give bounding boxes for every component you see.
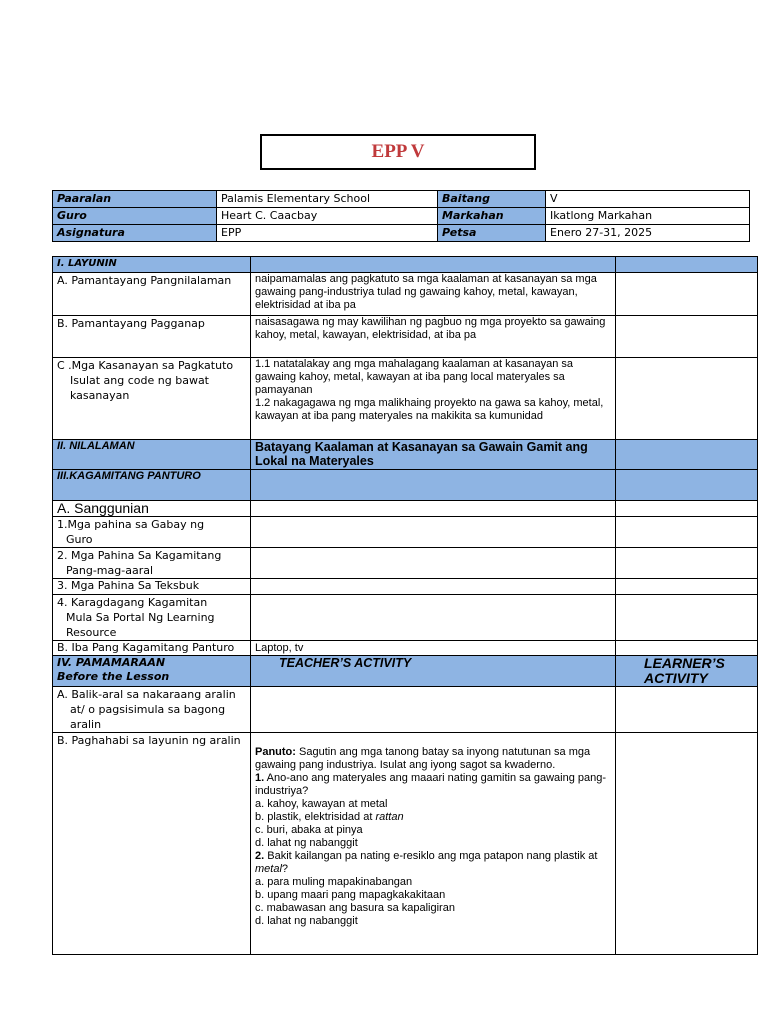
kasanayan-text (251, 358, 616, 440)
blank-cell (616, 517, 758, 548)
table-row (53, 733, 758, 955)
petsa-label: Petsa (438, 225, 546, 242)
blank-cell (251, 501, 616, 517)
kasanayan-item: 1.1 natatalakay ang mga mahalagang kaalaman at kasanayan sa gawaing kahoy, metal, kawayan at iba pang local materyales sa pamayanan (255, 358, 573, 396)
school-info-table (52, 190, 750, 242)
nilalaman-text: Batayang Kaalaman at Kasanayan sa Gawain Gamit ang Lokal na Materyales (251, 440, 616, 470)
pamamaraan-heading (53, 656, 251, 687)
blank-cell (616, 687, 758, 733)
table-row (53, 501, 758, 517)
label-line: Mula Sa Portal Ng Learning (66, 611, 215, 624)
layunin-heading: I. LAYUNIN (53, 257, 251, 273)
label-line: Pang-mag-aaral (66, 564, 154, 577)
title-box (260, 134, 536, 170)
balik-aral-label (53, 687, 251, 733)
kagamitang-mag-aaral-label (53, 548, 251, 579)
before-lesson-label: Before the Lesson (57, 670, 170, 683)
guro-value: Heart C. Caacbay (217, 208, 438, 225)
blank-cell (616, 316, 758, 358)
blank-cell (616, 733, 758, 955)
blank-cell (251, 579, 616, 595)
markahan-label: Markahan (438, 208, 546, 225)
blank-cell (251, 687, 616, 733)
choice (255, 811, 611, 824)
blank-cell (251, 517, 616, 548)
blank-cell (616, 470, 758, 501)
kasanayan-label-line: Isulat ang code ng bawat (70, 374, 209, 387)
choice: a. kahoy, kawayan at metal (255, 798, 388, 810)
baitang-value: V (546, 191, 750, 208)
label-line: aralin (70, 718, 102, 731)
table-row (53, 641, 758, 656)
learner-activity-header: LEARNER’S ACTIVITY (616, 656, 758, 687)
blank-cell (251, 257, 616, 273)
table-row (53, 548, 758, 579)
choice-emphasis: rattan (375, 811, 404, 823)
kagamitan-row (53, 470, 758, 501)
question-number: 1. (255, 772, 265, 784)
blank-cell (616, 548, 758, 579)
pamantayang-pagganap-text: naisasagawa ng may kawilihan ng pagbuo ng mga proyekto sa gawaing kahoy, metal, kawayan, elektrisidad, at iba pa (251, 316, 616, 358)
question-emphasis: metal (255, 863, 282, 875)
blank-cell (616, 273, 758, 316)
markahan-value: Ikatlong Markahan (546, 208, 750, 225)
paghahabi-label: B. Paghahabi sa layunin ng aralin (53, 733, 251, 955)
question-number: 2. (255, 850, 265, 862)
petsa-value: Enero 27-31, 2025 (546, 225, 750, 242)
table-row (53, 316, 758, 358)
iba-pang-kagamitan-label: B. Iba Pang Kagamitang Panturo (53, 641, 251, 656)
pamamaraan-title: IV. PAMAMARAAN (57, 656, 166, 669)
blank-cell (616, 595, 758, 641)
gabay-guro-label (53, 517, 251, 548)
panuto (255, 746, 611, 772)
nilalaman-row (53, 440, 758, 470)
question-text: Bakit kailangan pa nating e-resiklo ang mga patapon nang plastik at (264, 850, 598, 862)
kasanayan-label-line: C .Mga Kasanayan sa Pagkatuto (57, 359, 234, 372)
question-1 (255, 772, 611, 798)
paaralan-value: Palamis Elementary School (217, 191, 438, 208)
lesson-plan-table (52, 256, 758, 955)
paaralan-label: Paaralan (53, 191, 217, 208)
nilalaman-heading: II. NILALAMAN (53, 440, 251, 470)
asignatura-value: EPP (217, 225, 438, 242)
table-row (53, 273, 758, 316)
layunin-header-row (53, 257, 758, 273)
table-row (53, 517, 758, 548)
label-line: 2. Mga Pahina Sa Kagamitang (57, 549, 222, 562)
teksbuk-label: 3. Mga Pahina Sa Teksbuk (53, 579, 251, 595)
blank-cell (616, 501, 758, 517)
page-title: EPP V (371, 141, 425, 162)
blank-cell (616, 440, 758, 470)
pamantayang-pagganap-label: B. Pamantayang Pagganap (53, 316, 251, 358)
label-line: at/ o pagsisimula sa bagong (70, 703, 226, 716)
asignatura-label: Asignatura (53, 225, 217, 242)
table-row (53, 687, 758, 733)
info-row (53, 208, 750, 225)
info-row (53, 191, 750, 208)
learning-resource-label (53, 595, 251, 641)
blank-cell (251, 548, 616, 579)
blank-cell (251, 470, 616, 501)
pamantayang-pangnilalaman-label: A. Pamantayang Pangnilalaman (53, 273, 251, 316)
guro-label: Guro (53, 208, 217, 225)
table-row (53, 579, 758, 595)
choice: c. buri, abaka at pinya (255, 824, 363, 836)
panuto-text: Sagutin ang mga tanong batay sa inyong natutunan sa mga gawaing pang industriya. Isulat ang iyong sagot sa kwaderno. (255, 746, 591, 771)
blank-cell (616, 579, 758, 595)
baitang-label: Baitang (438, 191, 546, 208)
label-line: A. Balik-aral sa nakaraang aralin (57, 688, 236, 701)
iba-pang-kagamitan-text: Laptop, tv (251, 641, 616, 656)
choice: c. mabawasan ang basura sa kapaligiran (255, 902, 455, 914)
blank-cell (616, 358, 758, 440)
blank-cell (616, 641, 758, 656)
choice: d. lahat ng nabanggit (255, 837, 358, 849)
pamamaraan-header-row (53, 656, 758, 687)
info-row (53, 225, 750, 242)
blank-cell (616, 257, 758, 273)
label-line: 4. Karagdagang Kagamitan (57, 596, 208, 609)
choice: d. lahat ng nabanggit (255, 915, 358, 927)
panuto-label: Panuto: (255, 746, 296, 758)
label-line: 1.Mga pahina sa Gabay ng (57, 518, 205, 531)
blank-cell (251, 595, 616, 641)
label-line: Guro (66, 533, 93, 546)
table-row (53, 595, 758, 641)
choice: a. para muling mapakinabangan (255, 876, 413, 888)
sanggunian-label: A. Sanggunian (53, 501, 251, 517)
kasanayan-item: 1.2 nakagagawa ng mga malikhaing proyekto na gawa sa kahoy, metal, kawayan at iba pang materyales na makikita sa kumunidad (255, 397, 604, 422)
question-text-end: ? (281, 863, 289, 875)
question-2 (255, 850, 611, 876)
pamantayang-pangnilalaman-text: naipamamalas ang pagkatuto sa mga kaalaman at kasanayan sa mga gawaing pang-industriya tulad ng gawaing kahoy, metal, kawayan, elektrisidad at iba pa (251, 273, 616, 316)
activity-content (251, 733, 616, 955)
kasanayan-label (53, 358, 251, 440)
kagamitan-heading: III.KAGAMITANG PANTURO (53, 470, 251, 501)
teacher-activity-header: TEACHER’S ACTIVITY (251, 656, 616, 687)
kasanayan-label-line: kasanayan (70, 389, 130, 402)
choice: b. upang maari pang mapagkakakitaan (255, 889, 446, 901)
label-line: Resource (66, 626, 117, 639)
table-row (53, 358, 758, 440)
choice-text: b. plastik, elektrisidad at (255, 811, 376, 823)
question-text: Ano-ano ang materyales ang maaari nating gamitin sa gawaing pang-industriya? (255, 772, 607, 797)
